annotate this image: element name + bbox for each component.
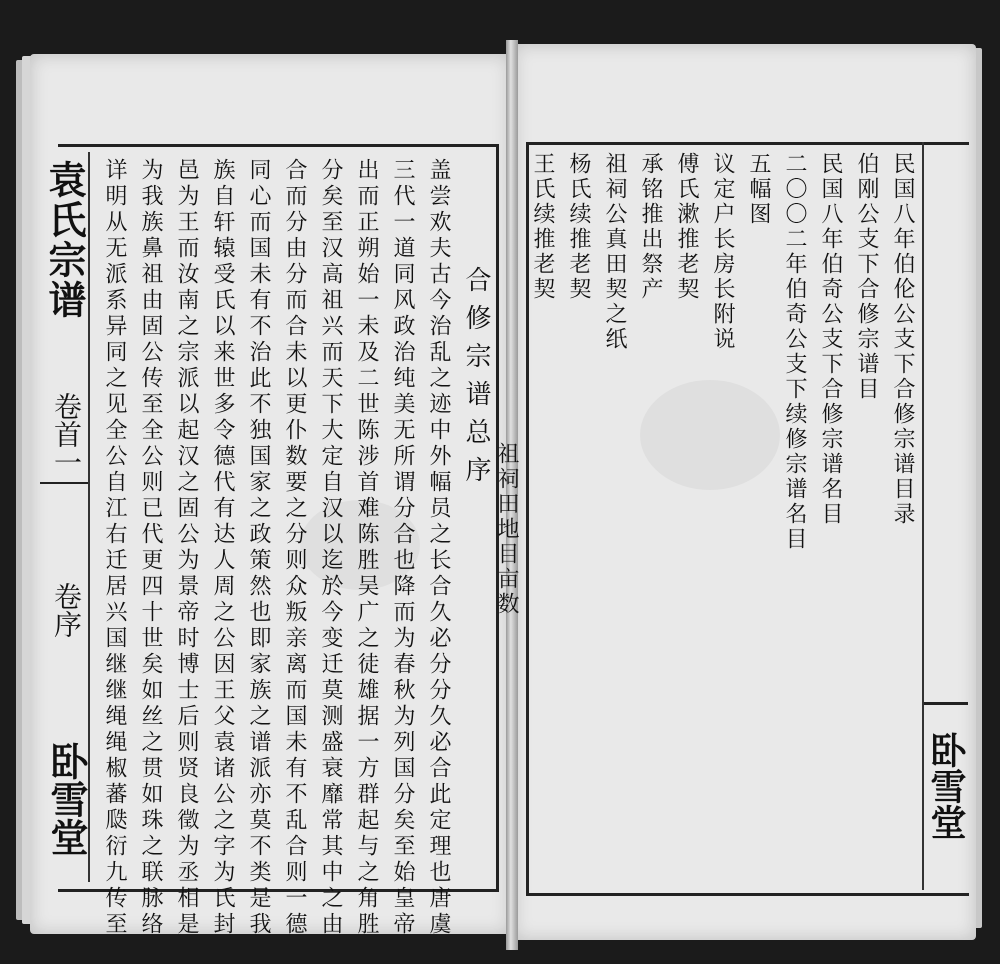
spine-hall-name-right: 卧雪堂: [925, 732, 967, 840]
text-line: 详明从无派系异同之见全公自江右迁居兴国继继绳绳椒蕃瓞衍九传至: [102, 158, 127, 938]
right-spine-column: [922, 142, 968, 890]
text-line: 邑为王而汝南之宗派以起汉之固公为景帝时博士后则贤良徵为丞相是: [174, 158, 199, 938]
spine-volume: 卷首一: [50, 392, 83, 476]
contents-line: 王氏续推老契: [530, 152, 555, 302]
contents-line: 祖祠田地目亩数: [494, 442, 519, 617]
contents-line: 二〇〇二年伯奇公支下续修宗谱名目: [782, 152, 807, 552]
contents-line: 傅氏漱推老契: [674, 152, 699, 302]
spine-section: 卷序: [50, 582, 83, 638]
text-line: 族自轩辕受氏以来世多令德代有达人周之公因王父袁诸公之字为氏封: [210, 158, 235, 938]
text-line: 三代一道同风政治纯美无所谓分合也降而为春秋为列国分矣至始皇帝: [390, 158, 415, 938]
contents-line: 议定户长房长附说: [710, 152, 735, 352]
text-line: 为我族鼻祖由固公传至全公则已代更四十世矣如丝之贯如珠之联脉络: [138, 158, 163, 938]
text-line: 合而分由分而合未以更仆数要之分则众叛亲离而国未有不乱合则一德: [282, 158, 307, 938]
contents-line: 民国八年伯伦公支下合修宗谱目录: [890, 152, 915, 527]
contents-line: 杨氏续推老契: [566, 152, 591, 302]
spine-title: 袁氏宗谱: [42, 160, 87, 320]
spine-column: [40, 152, 90, 882]
left-page-text: [96, 158, 494, 938]
spine-hall-name: 卧雪堂: [44, 742, 89, 856]
contents-line: 祖祠公真田契之纸: [602, 152, 627, 352]
contents-line: 承铭推出祭产: [638, 152, 663, 302]
right-page-contents: [494, 152, 920, 872]
text-line: 出而正朔始一未及二世陈涉首难陈胜吴广之徒雄据一方群起与之角胜: [354, 158, 379, 938]
text-line: 盖尝欢夫古今治乱之迹中外幅员之长合久必分分久必合此定理也唐虞: [426, 158, 451, 938]
spine-divider: [40, 482, 88, 510]
contents-line: 伯刚公支下合修宗谱目: [854, 152, 879, 402]
contents-line: 五幅图: [746, 152, 771, 227]
spine-divider: [924, 702, 968, 705]
text-line: 同心而国未有不治此不独国家之政策然也即家族之谱派亦莫不类是我: [246, 158, 271, 938]
contents-line: 民国八年伯奇公支下合修宗谱名目: [818, 152, 843, 527]
preface-heading: 合修宗谱总序: [461, 266, 491, 494]
text-line: 分矣至汉高祖兴而天下大定自汉以迄於今变迁莫测盛衰靡常其中之由: [318, 158, 343, 938]
